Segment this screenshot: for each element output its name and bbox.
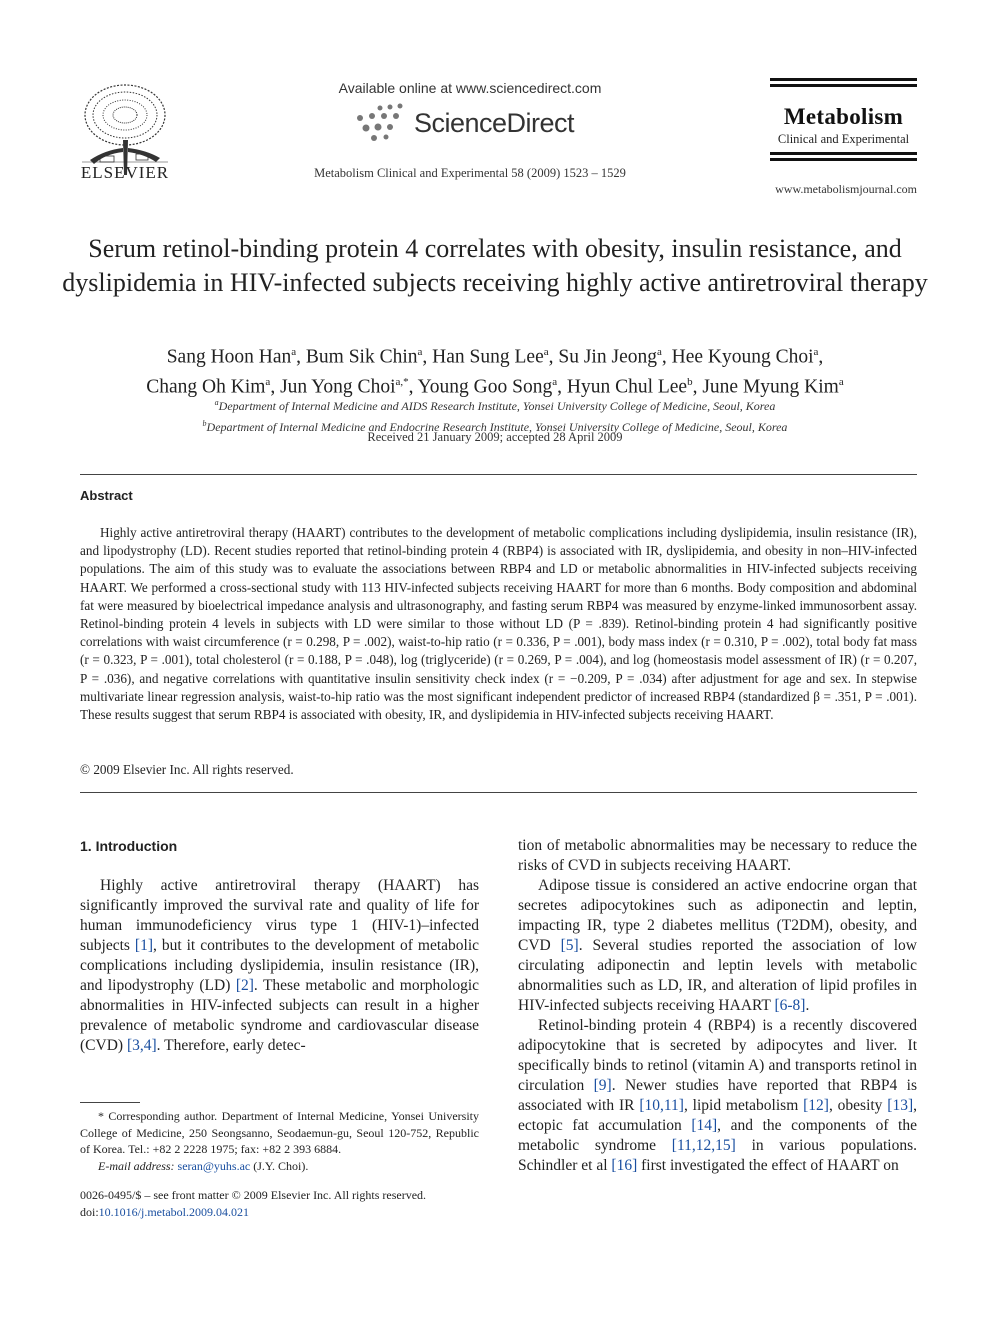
doi-link[interactable]: 10.1016/j.metabol.2009.04.021: [98, 1205, 249, 1219]
issn-doi-block: [80, 1187, 500, 1221]
author-affiliation-mark: a,*: [395, 375, 409, 388]
abstract-copyright: © 2009 Elsevier Inc. All rights reserved.: [80, 762, 294, 777]
body-column-right: [518, 836, 917, 1176]
received-dates: Received 21 January 2009; accepted 28 April 2009: [367, 430, 623, 444]
abstract-top-rule: [80, 474, 917, 475]
author-name: Young Goo Song: [417, 376, 553, 397]
intro-paragraph-1-continued: tion of metabolic abnormalities may be necessary to reduce the risks of CVD in subjects receiving HAART.: [518, 837, 917, 874]
author-name: Su Jin Jeong: [558, 346, 657, 368]
citation-link[interactable]: [2]: [235, 977, 254, 994]
author-name: Han Sung Lee: [432, 346, 544, 368]
journal-citation: Metabolism Clinical and Experimental 58 (2009) 1523 – 1529: [314, 166, 626, 180]
author-affiliation-mark: a: [552, 375, 558, 388]
author-name: Sang Hoon Han: [166, 346, 292, 368]
issn-line: 0026-0495/$ – see front matter © 2009 Elsevier Inc. All rights reserved.: [80, 1188, 427, 1202]
section-heading-introduction: 1. Introduction: [80, 838, 178, 854]
intro-paragraph-3: Retinol-binding protein 4 (RBP4) is a recently discovered adipocytokine that is secreted by adipocytes and liver. It specifically binds to retinol (vitamin A) and transports retinol in circulation [9]. Newer studies have reported that RBP4 is associated with IR [10,11], lipid metabolism [12], obesity [13], ectopic fat accumulation [14], and the components of the metabolic syndrome [11,12,15] in various populations. Schindler et al [16] first investigated the effect of HAART on: [518, 1017, 917, 1174]
citation-link[interactable]: [11,12,15]: [671, 1137, 736, 1154]
citation-link[interactable]: [10,11]: [639, 1097, 684, 1114]
author-affiliation-mark: b: [687, 375, 693, 388]
footnote-rule: [80, 1102, 140, 1103]
citation-link[interactable]: [6-8]: [774, 997, 806, 1014]
intro-paragraph-2: Adipose tissue is considered an active endocrine organ that secretes adipocytokines such as adiponectin and leptin, impacting IR, type 2 diabetes mellitus (T2DM), obesity, and CVD [5]. Several studies reported the association of low circulating adiponectin and leptin levels with metabolic abnormalities such as LD, IR, and alteration of lipid profiles in HIV-infected subjects receiving HAART [6-8].: [518, 877, 917, 1014]
corresponding-author-text: * Corresponding author. Department of Internal Medicine, Yonsei University College of Medicine, 250 Seongsanno, Seodaemun-gu, Seoul 120-752, Republic of Korea. Tel.: +82 2 2228 1975; fax: +82 2 393 6884.: [80, 1109, 479, 1156]
author-list: [60, 340, 930, 399]
abstract-heading: Abstract: [80, 488, 133, 503]
author-line-2: Chang Oh Kim$^a$, Jun Yong Choi$^{a,*}$, Young Goo Song$^a$, Hyun Chul Lee$^b$, June Myung Kim$^a$: [146, 375, 844, 397]
author-affiliation-mark: a: [291, 346, 297, 358]
citation-link[interactable]: [16]: [611, 1157, 638, 1174]
sciencedirect-dots-icon: [350, 102, 410, 142]
citation-link[interactable]: [9]: [593, 1077, 612, 1094]
citation-link[interactable]: [14]: [691, 1117, 718, 1134]
citation-link[interactable]: [12]: [803, 1097, 829, 1114]
citation-link[interactable]: [3,4]: [126, 1037, 157, 1054]
journal-name: Metabolism: [783, 104, 904, 129]
journal-header-rule-bottom: [770, 152, 917, 164]
author-name: Jun Yong Choi: [280, 376, 396, 397]
journal-url-link[interactable]: www.metabolismjournal.com: [775, 182, 917, 196]
citation-link[interactable]: [5]: [560, 937, 579, 954]
article-title: Serum retinol-binding protein 4 correlates with obesity, insulin resistance, and dyslipidemia in HIV-infected subjects receiving highly active antiretroviral therapy: [62, 234, 928, 297]
journal-header-rule-top: [770, 78, 917, 84]
author-affiliation-mark: a: [265, 375, 271, 388]
citation-link[interactable]: [13]: [887, 1097, 914, 1114]
author-affiliation-mark: a: [813, 346, 819, 358]
publisher-wordmark: ELSEVIER: [80, 163, 170, 182]
author-name: Chang Oh Kim: [146, 376, 266, 397]
available-online-link[interactable]: Available online at www.sciencedirect.com: [338, 80, 602, 96]
body-column-left: [80, 836, 479, 1056]
author-affiliation-mark: a: [417, 346, 423, 358]
affiliation-b: $^b$Department of Internal Medicine and Endocrine Research Institute, Yonsei University College of Medicine, Seoul, Korea: [202, 419, 788, 434]
affiliation-a: $^a$Department of Internal Medicine and AIDS Research Institute, Yonsei University College of Medicine, Seoul, Korea: [214, 398, 776, 413]
doi-line: doi:10.1016/j.metabol.2009.04.021: [80, 1205, 249, 1219]
abstract-bottom-rule: [80, 792, 917, 793]
sciencedirect-logo[interactable]: [350, 100, 600, 148]
journal-subtitle: Clinical and Experimental: [777, 132, 910, 146]
author-affiliation-mark: a: [656, 346, 662, 358]
author-affiliation-mark: a: [838, 375, 844, 388]
abstract-text: Highly active antiretroviral therapy (HAART) contributes to the development of metabolic complications including dyslipidemia, insulin resistance (IR), and lipodystrophy (LD). Recent studies reported that retinol-binding protein 4 (RBP4) is associated with IR, dyslipidemia, and obesity in non–HIV-infected populations. The aim of this study was to evaluate the associations between RBP4 and LD or metabolic abnormalities in HIV-infected subjects receiving HAART. We performed a cross-sectional study with 113 HIV-infected subjects receiving HAART for more than 6 months. Body composition and abdominal fat were measured by bioelectrical impedance analysis and ultrasonography, and fasting serum RBP4 was measured by enzyme-linked immunosorbent assay. Retinol-binding protein 4 levels in subjects with LD were similar to those without LD (P = .839). Retinol-binding protein 4 had significantly positive correlations with waist circumference (r = 0.298, P = .002), waist-to-hip ratio (r = 0.336, P = .001), body mass index (r = 0.310, P = .002), total body fat mass (r = 0.323, P = .001), total cholesterol (r = 0.188, P = .048), log (triglyceride) (r = 0.269, P = .004), and log (homeostasis model assessment of IR) (r = 0.207, P = .036), and negative correlations with quantitative insulin sensitivity check index (r = −0.209, P = .034) after adjustment for age and sex. In stepwise multivariate linear regression analysis, waist-to-hip ratio was the most significant independent predictor of increased RBP4 (standardized β = .351, P = .001). These results suggest that serum RBP4 is associated with obesity, IR, and dyslipidemia in HIV-infected subjects receiving HAART.: [80, 525, 917, 723]
author-name: Hee Kyoung Choi: [671, 346, 814, 368]
author-affiliation-mark: a: [543, 346, 549, 358]
citation-link[interactable]: [1]: [134, 937, 153, 954]
author-name: Hyun Chul Lee: [566, 376, 688, 397]
sciencedirect-wordmark: ScienceDirect: [414, 108, 575, 138]
intro-paragraph-1: Highly active antiretroviral therapy (HAART) has significantly improved the survival rate and quality of life for human immunodeficiency virus type 1 (HIV-1)–infected subjects [1], but it contributes to the development of metabolic complications including dyslipidemia, insulin resistance (IR), and lipodystrophy (LD) [2]. These metabolic and morphologic abnormalities in HIV-infected subjects can result in a higher prevalence of metabolic syndrome and cardiovascular disease (CVD) [3,4]. Therefore, early detec-: [80, 877, 480, 1054]
corresponding-author-footnote: [80, 1108, 479, 1174]
author-name: June Myung Kim: [702, 376, 839, 397]
author-name: Bum Sik Chin: [305, 346, 418, 368]
email-link[interactable]: seran@yuhs.ac: [177, 1158, 251, 1173]
author-line-1: Sang Hoon Han$^a$, Bum Sik Chin$^a$, Han Sung Lee$^a$, Su Jin Jeong$^a$, Hee Kyoung Choi$^a$,: [166, 346, 824, 368]
email-line: E-mail address: seran@yuhs.ac (J.Y. Choi).: [98, 1158, 309, 1173]
